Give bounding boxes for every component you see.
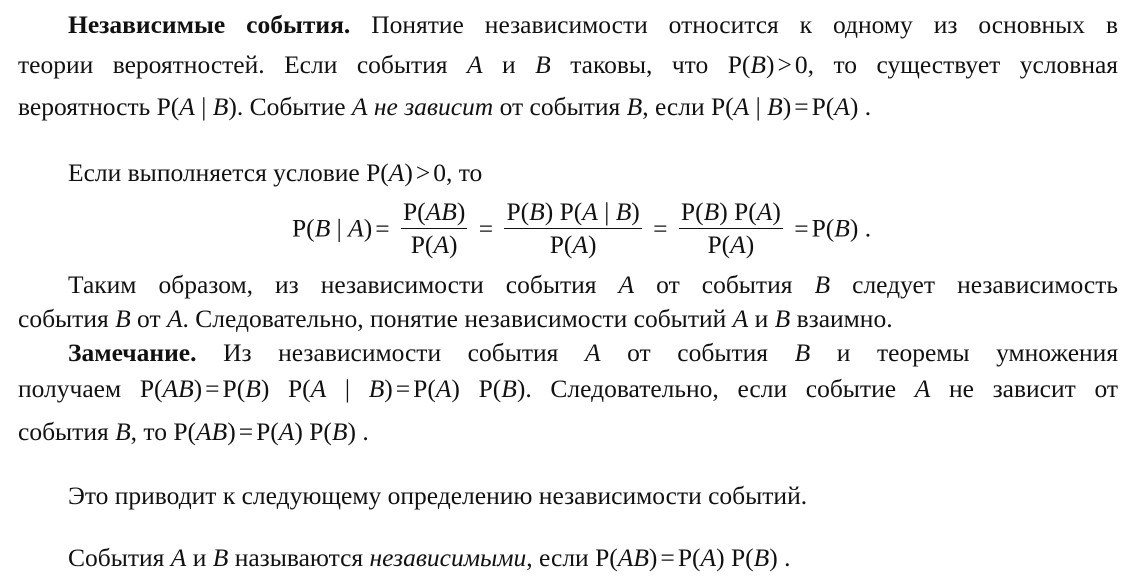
remark-line-1: Замечание. Из независимости события A от события B и теоремы умножения — [68, 338, 1119, 367]
formula-conditional: P(A | B) — [156, 92, 237, 121]
fraction-1: $\frac{P(AB)}{P(A)}$ — [402, 197, 466, 259]
formula-product: P(AB) = P(A) P(B) . — [173, 417, 369, 446]
fraction-2: $\frac{P(B) P(A | B)}{P(A)}$ — [506, 197, 640, 259]
paragraph-2-line-1: Если выполняется условие P(A) > 0, то — [68, 158, 483, 187]
paragraph-1-line-2: теории вероятностей. Если события A и B таковы, что P(B) > 0, то существует условная — [18, 50, 1119, 79]
formula-multiplication: P(AB) = P(B) P(A | B) = P(A) P(B) — [139, 374, 526, 403]
paragraph-3-line-2: события B от A. Следовательно, понятие независимости событий A и B взаимно. — [18, 304, 893, 333]
fraction-3: $\frac{P(B) P(A)}{P(A)}$ — [680, 197, 781, 259]
remark-line-2: получаем P(AB) = P(B) P(A | B) = P(A) P(B). Следовательно, если событие A не зависит от — [18, 374, 1119, 403]
formula-pb-positive: P(B) > 0, — [727, 50, 814, 79]
paragraph-1-line-3: вероятность P(A | B). Событие A не зависит от события B, если P(A | B) = P(A) . — [18, 92, 872, 121]
display-formula: P(B | A) = $\frac{P(AB)}{P(A)}$ = $\frac{P(B) P(A | B)}{P(A)}$ = $\frac{P(B) P(A)}{P(A)}$ = P(B) . — [292, 197, 872, 259]
remark-line-3: события B, то P(AB) = P(A) P(B) . — [18, 417, 369, 446]
section-title: Независимые события. — [68, 10, 351, 39]
definition-line: События A и B называются независимыми, если P(AB) = P(A) P(B) . — [68, 543, 791, 572]
formula-pa-positive: P(A) > 0 — [366, 158, 446, 187]
paragraph-3-line-1: Таким образом, из независимости события A от события B следует независимость — [68, 270, 1118, 299]
formula-independence: P(A | B) = P(A) . — [710, 92, 872, 121]
remark-title: Замечание. — [68, 338, 197, 367]
paragraph-4: Это приводит к следующему определению независимости событий. — [68, 481, 808, 510]
formula-definition: P(AB) = P(A) P(B) . — [595, 543, 791, 572]
paragraph-1-line-1: Независимые события. Понятие независимости относится к одному из основных в — [68, 10, 1119, 39]
